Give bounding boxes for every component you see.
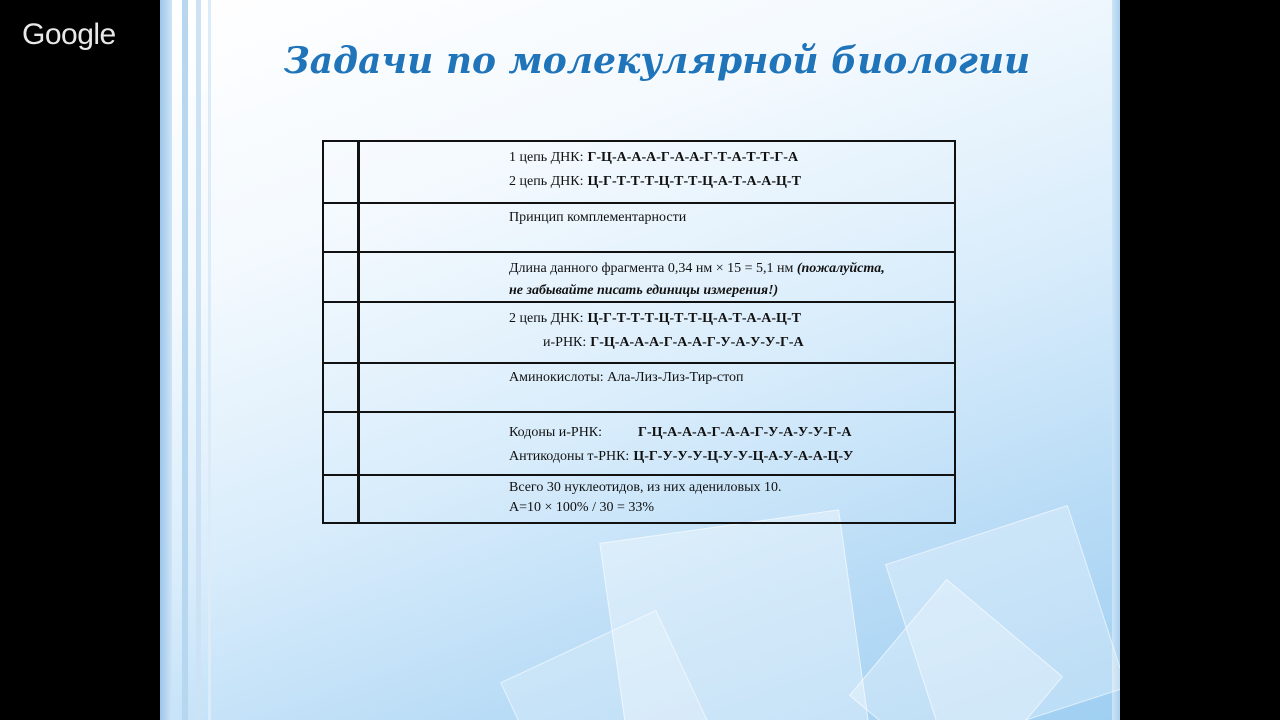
row-number-cell [323,475,359,523]
sequence: Ц-Г-У-У-У-Ц-У-У-Ц-А-У-А-А-Ц-У [633,449,854,464]
decor-stripe [208,0,211,720]
decor-stripe [182,0,188,720]
dna-strand-2 [509,170,946,194]
sequence: Г-Ц-А-А-А-Г-А-А-Г-У-А-У-У-Г-А [590,335,804,350]
adenine-percent: А=10 × 100% / 30 = 33% [509,500,655,515]
row-label: и-РНК: [543,335,587,350]
row-content-cell [359,252,956,302]
length-calc: Длина данного фрагмента 0,34 нм × 15 = 5,1 нм [509,261,794,276]
row-label: 1 цепь ДНК: [509,150,584,165]
row-content-cell [359,363,956,412]
note: не забывайте писать единицы измерения!) [509,283,779,298]
table-row [323,252,955,302]
slide [160,0,1120,720]
sequence: Ц-Г-Т-Т-Т-Ц-Т-Т-Ц-А-Т-А-А-Ц-Т [587,311,801,326]
nucleotide-count: Всего 30 нуклеотидов, из них адениловых 10. [509,480,782,495]
google-logo: Google [22,18,116,51]
row-number-cell [323,302,359,363]
row-label: 2 цепь ДНК: [509,174,584,189]
codons [509,421,946,445]
table-row [323,302,955,363]
row-number-cell [323,252,359,302]
row-label: 2 цепь ДНК: [509,311,584,326]
row-content-cell [359,141,956,203]
row-content-cell [359,203,956,252]
row-label: Кодоны и-РНК: [509,425,603,440]
length-text [509,257,946,281]
answer-table [322,140,956,524]
table-row [323,141,955,203]
table-row [323,203,955,252]
sequence: Г-Ц-А-А-А-Г-А-А-Г-Т-А-Т-Т-Г-А [587,150,799,165]
row-number-cell [323,412,359,475]
dna-strand-1 [509,146,946,170]
decor-stripe [160,0,172,720]
row-content-cell [359,302,956,363]
row-number-cell [323,363,359,412]
principle-text: Принцип комплементарности [509,210,687,225]
row-number-cell [323,141,359,203]
row-number-cell [323,203,359,252]
table-row [323,412,955,475]
decor-stripe [1112,0,1120,720]
sequence: Г-Ц-А-А-А-Г-А-А-Г-У-А-У-У-Г-А [638,425,852,440]
row-content-cell [359,475,956,523]
note: (пожалуйста, [796,261,885,276]
amino-acids-text: Аминокислоты: Ала-Лиз-Лиз-Тир-стоп [509,370,744,385]
decor-stripe [196,0,201,720]
row-content-cell [359,412,956,475]
dna-strand-2 [509,307,946,331]
table-row [323,363,955,412]
anticodons [509,445,946,469]
mrna-strand [509,331,946,355]
sequence: Ц-Г-Т-Т-Т-Ц-Т-Т-Ц-А-Т-А-А-Ц-Т [587,174,801,189]
slide-title: Задачи по молекулярной биологии [283,40,1031,82]
table-row [323,475,955,523]
row-label: Антикодоны т-РНК: [509,449,630,464]
